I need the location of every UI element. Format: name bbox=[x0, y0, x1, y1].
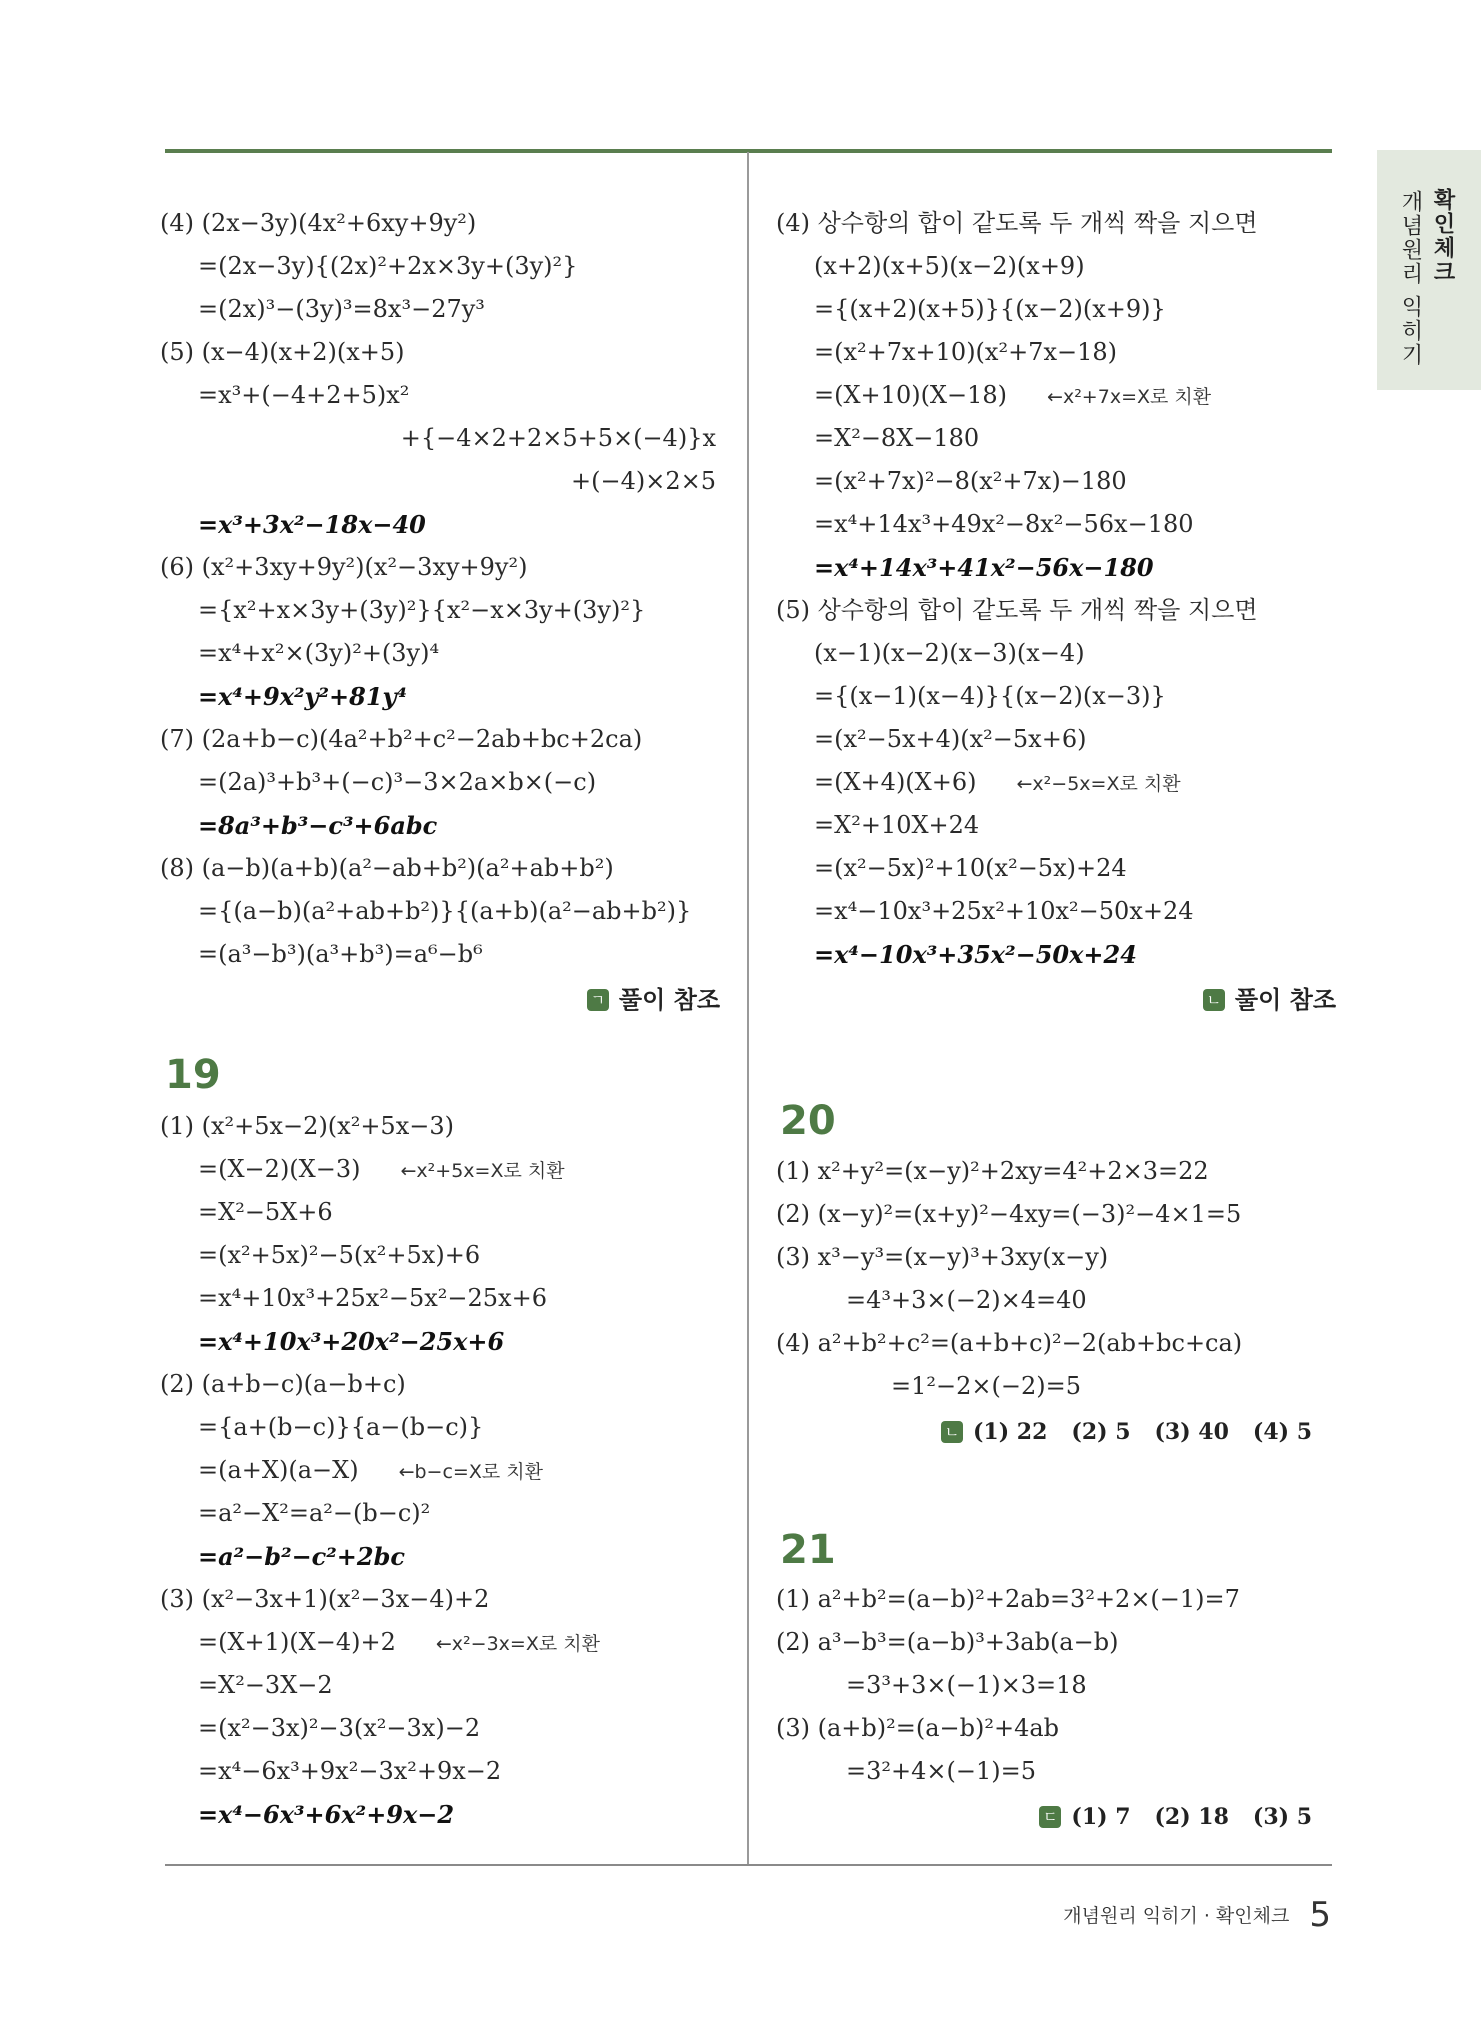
answer-item: (2) 5 bbox=[1071, 1418, 1131, 1445]
solution-line bbox=[160, 503, 720, 546]
solution-line bbox=[776, 1236, 1336, 1279]
solution-text: =x⁴+14x³+49x²−8x²−56x−180 bbox=[814, 510, 1194, 538]
solution-line bbox=[160, 374, 720, 417]
answer-item: (1) 7 bbox=[1071, 1803, 1131, 1830]
solution-text: (5) (x−4)(x+2)(x+5) bbox=[160, 338, 405, 366]
solution-line bbox=[776, 1664, 1336, 1707]
solution-line bbox=[160, 245, 720, 288]
solution-line bbox=[160, 1234, 720, 1277]
column-divider bbox=[747, 152, 749, 1865]
solution-line bbox=[776, 1707, 1336, 1750]
left-column bbox=[160, 202, 720, 1022]
solution-text: =a²−b²−c²+2bc bbox=[198, 1542, 406, 1571]
solution-text: (3) (x²−3x+1)(x²−3x−4)+2 bbox=[160, 1585, 490, 1613]
solution-text: =a²−X²=a²−(b−c)² bbox=[198, 1499, 431, 1527]
solution-text: =8a³+b³−c³+6abc bbox=[198, 811, 438, 840]
section-20-answers bbox=[973, 1420, 1336, 1445]
substitution-note: ←x²+5x=X로 치환 bbox=[400, 1160, 565, 1182]
solution-line bbox=[776, 761, 1336, 804]
solution-line bbox=[776, 718, 1336, 761]
page-number: 5 bbox=[1309, 1895, 1331, 1935]
solution-line bbox=[776, 460, 1336, 503]
solution-text: =x⁴−6x³+9x²−3x²+9x−2 bbox=[198, 1757, 502, 1785]
solution-line bbox=[776, 933, 1336, 976]
solution-line bbox=[776, 1322, 1336, 1365]
solution-line bbox=[776, 331, 1336, 374]
solution-text: (x−1)(x−2)(x−3)(x−4) bbox=[814, 639, 1085, 667]
section-21-answer-line bbox=[776, 1793, 1336, 1839]
solution-line bbox=[160, 460, 720, 503]
answer-text: 풀이 참조 bbox=[1234, 986, 1336, 1014]
solution-line bbox=[160, 1105, 720, 1148]
solution-text: =x⁴−6x³+6x²+9x−2 bbox=[198, 1800, 455, 1829]
solution-line bbox=[776, 1365, 1336, 1408]
answer-item: (4) 5 bbox=[1252, 1418, 1312, 1445]
solution-text: =1²−2×(−2)=5 bbox=[891, 1372, 1081, 1400]
solution-text: (3) (a+b)²=(a−b)²+4ab bbox=[776, 1714, 1060, 1742]
solution-text: =(X+4)(X+6) bbox=[814, 768, 977, 796]
solution-line bbox=[776, 589, 1336, 632]
section-21 bbox=[776, 1578, 1336, 1839]
section-number-20: 20 bbox=[780, 1098, 836, 1144]
solution-text: (2) (a+b−c)(a−b+c) bbox=[160, 1370, 406, 1398]
solution-line bbox=[160, 1535, 720, 1578]
solution-text: =x³+3x²−18x−40 bbox=[198, 510, 426, 539]
solution-line bbox=[160, 1578, 720, 1621]
section-20-solutions bbox=[776, 1150, 1336, 1408]
solution-line bbox=[160, 804, 720, 847]
solution-text: +{−4×2+2×5+5×(−4)}x bbox=[400, 424, 716, 452]
solution-line bbox=[160, 718, 720, 761]
answer-text: 풀이 참조 bbox=[618, 986, 720, 1014]
solution-text: =x³+(−4+2+5)x² bbox=[198, 381, 410, 409]
solution-text: +(−4)×2×5 bbox=[571, 467, 716, 495]
solution-text: ={x²+x×3y+(3y)²}{x²−x×3y+(3y)²} bbox=[198, 596, 646, 624]
solution-text: =(X−2)(X−3) bbox=[198, 1155, 361, 1183]
solution-text: =x⁴+x²×(3y)²+(3y)⁴ bbox=[198, 639, 440, 667]
solution-line bbox=[776, 1578, 1336, 1621]
solution-text: =X²−5X+6 bbox=[198, 1198, 333, 1226]
solution-text: (5) 상수항의 합이 같도록 두 개씩 짝을 지으면 bbox=[776, 596, 1258, 624]
solution-text: ={(x+2)(x+5)}{(x−2)(x+9)} bbox=[814, 295, 1166, 323]
solution-text: (3) x³−y³=(x−y)³+3xy(x−y) bbox=[776, 1243, 1109, 1271]
solution-line bbox=[160, 1363, 720, 1406]
left-top-solutions bbox=[160, 202, 720, 976]
solution-line bbox=[776, 245, 1336, 288]
solution-line bbox=[160, 933, 720, 976]
side-tab-label-check: 확인체크 bbox=[1430, 188, 1455, 284]
right-top-solutions bbox=[776, 202, 1336, 976]
solution-text: =(x²+7x+10)(x²+7x−18) bbox=[814, 338, 1117, 366]
footer-label: 개념원리 익히기 · 확인체크 bbox=[1063, 1905, 1290, 1927]
solution-line bbox=[160, 675, 720, 718]
solution-line bbox=[160, 589, 720, 632]
solution-text: =(a+X)(a−X) bbox=[198, 1456, 359, 1484]
solution-text: (6) (x²+3xy+9y²)(x²−3xy+9y²) bbox=[160, 553, 528, 581]
section-21-solutions bbox=[776, 1578, 1336, 1793]
solution-line bbox=[160, 1492, 720, 1535]
solution-text: =x⁴+9x²y²+81y⁴ bbox=[198, 682, 407, 711]
page-footer bbox=[1063, 1895, 1331, 1935]
solution-line bbox=[776, 632, 1336, 675]
solution-text: =3³+3×(−1)×3=18 bbox=[846, 1671, 1087, 1699]
answer-item: (1) 22 bbox=[973, 1418, 1048, 1445]
solution-line bbox=[160, 847, 720, 890]
solution-line bbox=[160, 1664, 720, 1707]
solution-line bbox=[160, 288, 720, 331]
solution-text: (4) a²+b²+c²=(a+b+c)²−2(ab+bc+ca) bbox=[776, 1329, 1243, 1357]
solution-line bbox=[160, 1320, 720, 1363]
solution-text: =x⁴−10x³+25x²+10x²−50x+24 bbox=[814, 897, 1194, 925]
solution-text: =X²−3X−2 bbox=[198, 1671, 333, 1699]
answer-badge-icon: ㄷ bbox=[1039, 1806, 1061, 1828]
solution-line bbox=[160, 1148, 720, 1191]
solution-line bbox=[776, 1150, 1336, 1193]
solution-line bbox=[160, 1406, 720, 1449]
right-answer-line bbox=[776, 976, 1336, 1022]
solution-line bbox=[160, 761, 720, 804]
answer-badge-icon: ㄴ bbox=[941, 1421, 963, 1443]
solution-text: (x+2)(x+5)(x−2)(x+9) bbox=[814, 252, 1085, 280]
solution-line bbox=[160, 632, 720, 675]
solution-line bbox=[160, 546, 720, 589]
answer-badge-icon: ㄴ bbox=[1203, 989, 1225, 1011]
section-19-solutions bbox=[160, 1105, 720, 1836]
solution-line bbox=[160, 1277, 720, 1320]
solution-line bbox=[160, 1793, 720, 1836]
solution-line bbox=[160, 1707, 720, 1750]
section-number-21: 21 bbox=[780, 1527, 836, 1573]
solution-text: (4) 상수항의 합이 같도록 두 개씩 짝을 지으면 bbox=[776, 209, 1258, 237]
solution-text: =x⁴+10x³+20x²−25x+6 bbox=[198, 1327, 505, 1356]
solution-text: ={(a−b)(a²+ab+b²)}{(a+b)(a²−ab+b²)} bbox=[198, 897, 692, 925]
solution-text: (2) a³−b³=(a−b)³+3ab(a−b) bbox=[776, 1628, 1119, 1656]
solution-text: ={(x−1)(x−4)}{(x−2)(x−3)} bbox=[814, 682, 1166, 710]
solution-line bbox=[776, 1621, 1336, 1664]
solution-text: =x⁴+10x³+25x²−5x²−25x+6 bbox=[198, 1284, 547, 1312]
solution-text: ={a+(b−c)}{a−(b−c)} bbox=[198, 1413, 484, 1441]
solution-line bbox=[776, 546, 1336, 589]
solution-text: (8) (a−b)(a+b)(a²−ab+b²)(a²+ab+b²) bbox=[160, 854, 614, 882]
solution-text: =X²+10X+24 bbox=[814, 811, 980, 839]
solution-line bbox=[160, 417, 720, 460]
solution-text: =(X+1)(X−4)+2 bbox=[198, 1628, 396, 1656]
solution-text: =x⁴+14x³+41x²−56x−180 bbox=[814, 553, 1154, 582]
solution-text: (2) (x−y)²=(x+y)²−4xy=(−3)²−4×1=5 bbox=[776, 1200, 1242, 1228]
solution-line bbox=[160, 890, 720, 933]
solution-text: =X²−8X−180 bbox=[814, 424, 980, 452]
solution-line bbox=[776, 202, 1336, 245]
right-column bbox=[776, 202, 1336, 1022]
solution-line bbox=[776, 890, 1336, 933]
answer-item: (3) 40 bbox=[1154, 1418, 1229, 1445]
side-tab-label-concept: 개념원리 익히기 bbox=[1398, 190, 1423, 367]
solution-text: =(x²+7x)²−8(x²+7x)−180 bbox=[814, 467, 1127, 495]
substitution-note: ←x²−5x=X로 치환 bbox=[1016, 773, 1181, 795]
answer-item: (3) 5 bbox=[1252, 1803, 1312, 1830]
left-answer-line bbox=[160, 976, 720, 1022]
solution-text: =(X+10)(X−18) bbox=[814, 381, 1008, 409]
answer-badge-icon: ㄱ bbox=[587, 989, 609, 1011]
solution-line bbox=[776, 503, 1336, 546]
solution-text: (1) a²+b²=(a−b)²+2ab=3²+2×(−1)=7 bbox=[776, 1585, 1240, 1613]
bottom-rule bbox=[165, 1864, 1332, 1866]
solution-line bbox=[776, 675, 1336, 718]
solution-line bbox=[776, 417, 1336, 460]
section-21-answers bbox=[1071, 1805, 1336, 1830]
solution-text: =(2x−3y){(2x)²+2x×3y+(3y)²} bbox=[198, 252, 578, 280]
solution-text: (7) (2a+b−c)(4a²+b²+c²−2ab+bc+2ca) bbox=[160, 725, 643, 753]
solution-line bbox=[776, 374, 1336, 417]
solution-line bbox=[160, 1449, 720, 1492]
solution-text: =(x²−3x)²−3(x²−3x)−2 bbox=[198, 1714, 481, 1742]
solution-line bbox=[776, 1750, 1336, 1793]
solution-line bbox=[776, 1279, 1336, 1322]
answer-item: (2) 18 bbox=[1154, 1803, 1229, 1830]
section-20 bbox=[776, 1150, 1336, 1454]
solution-text: =4³+3×(−2)×4=40 bbox=[846, 1286, 1087, 1314]
solution-line bbox=[160, 1191, 720, 1234]
section-20-answer-line bbox=[776, 1408, 1336, 1454]
solution-line bbox=[776, 1193, 1336, 1236]
substitution-note: ←x²+7x=X로 치환 bbox=[1047, 386, 1212, 408]
solution-text: =3²+4×(−1)=5 bbox=[846, 1757, 1036, 1785]
solution-text: =(x²+5x)²−5(x²+5x)+6 bbox=[198, 1241, 481, 1269]
solution-text: (4) (2x−3y)(4x²+6xy+9y²) bbox=[160, 209, 477, 237]
solution-line bbox=[160, 1621, 720, 1664]
solution-text: =(x²−5x)²+10(x²−5x)+24 bbox=[814, 854, 1127, 882]
substitution-note: ←b−c=X로 치환 bbox=[398, 1461, 543, 1483]
solution-text: (1) x²+y²=(x−y)²+2xy=4²+2×3=22 bbox=[776, 1157, 1209, 1185]
section-19 bbox=[160, 1105, 720, 1836]
solution-text: (1) (x²+5x−2)(x²+5x−3) bbox=[160, 1112, 454, 1140]
solution-text: =(2x)³−(3y)³=8x³−27y³ bbox=[198, 295, 485, 323]
solution-line bbox=[776, 847, 1336, 890]
solution-text: =(2a)³+b³+(−c)³−3×2a×b×(−c) bbox=[198, 768, 597, 796]
section-number-19: 19 bbox=[165, 1052, 221, 1098]
solution-text: =x⁴−10x³+35x²−50x+24 bbox=[814, 940, 1137, 969]
solution-line bbox=[160, 202, 720, 245]
side-tab bbox=[1377, 150, 1481, 390]
solution-line bbox=[776, 804, 1336, 847]
solution-line bbox=[160, 331, 720, 374]
solution-line bbox=[776, 288, 1336, 331]
solution-text: =(x²−5x+4)(x²−5x+6) bbox=[814, 725, 1087, 753]
substitution-note: ←x²−3x=X로 치환 bbox=[435, 1633, 600, 1655]
solution-text: =(a³−b³)(a³+b³)=a⁶−b⁶ bbox=[198, 940, 483, 968]
solution-line bbox=[160, 1750, 720, 1793]
